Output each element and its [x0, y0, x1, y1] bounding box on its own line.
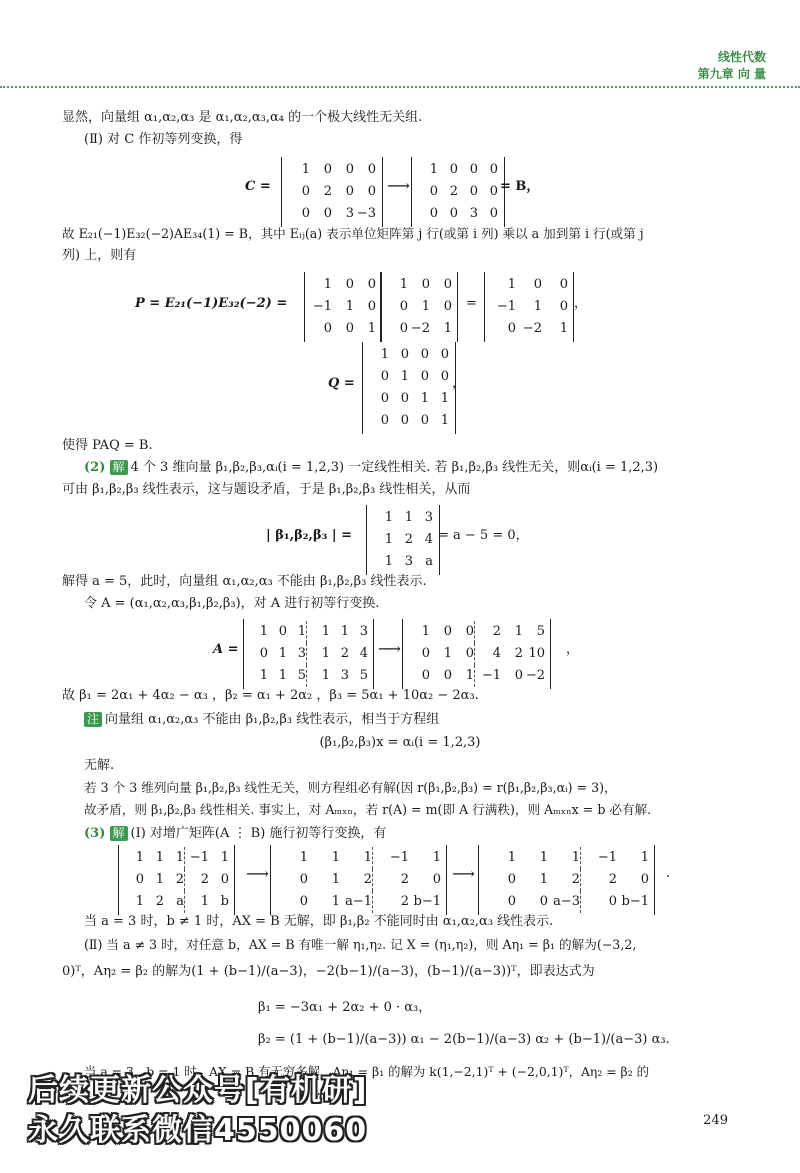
matrix-cell: b−1 [621, 894, 649, 909]
matrix-row [373, 551, 433, 573]
matrix-row [386, 274, 452, 296]
matrix-cell: 1 [539, 850, 548, 865]
matrix-row [484, 847, 649, 869]
text-line: β₂ = (1 + (b−1)/(a−3)) α₁ − 2(b−1)/(a−3) α₂ + (b−1)/(a−3) α₃. [258, 1032, 670, 1047]
arrow: ⟶ [452, 864, 475, 883]
matrix-cell: 0 [278, 624, 287, 639]
matrix-p2 [380, 272, 458, 342]
matrix-row [490, 318, 568, 340]
matrix-cell: 1 [399, 277, 408, 292]
eq-label-q: Q = [328, 376, 355, 391]
matrix-row [249, 643, 368, 665]
matrix-cell: 0 [440, 347, 449, 362]
matrix-cell: 0 [429, 184, 438, 199]
matrix-cell: 0 [400, 347, 409, 362]
matrix-cell: 1 [514, 624, 523, 639]
equation-line: (β₁,β₂,β₃)x = αᵢ(i = 1,2,3) [319, 735, 481, 750]
matrix-cell: 3 [469, 206, 478, 221]
matrix-cell: 0 [399, 299, 408, 314]
matrix-cell: 0 [443, 668, 452, 683]
matrix-q [362, 342, 456, 434]
text-line: 0)ᵀ，Aη₂ = β₂ 的解为(1 + (b−1)/(a−3)，−2(b−1)/(a−3)，(b−1)/(a−3))ᵀ，即表达式为 [62, 964, 595, 979]
matrix-cell: 0 [420, 369, 429, 384]
matrix-cell: 1 [340, 624, 349, 639]
matrix-cell: 2 [175, 872, 184, 887]
matrix-cell: 3 [424, 510, 433, 525]
matrix-cell: 2 [571, 872, 580, 887]
matrix-cell: 2 [184, 869, 209, 891]
text-line: 可由 β₁,β₂,β₃ 线性表示，这与题设矛盾，于是 β₁,β₂,β₃ 线性相关，从而 [62, 482, 471, 497]
matrix-cell: 1 [363, 850, 372, 865]
matrix-cell: 3 [404, 554, 413, 569]
matrix-cell: 4 [359, 646, 368, 661]
text-line: 列) 上，则有 [62, 248, 137, 263]
matrix-cell: 1 [323, 277, 332, 292]
matrix-cell: 0 [465, 646, 474, 661]
matrix-cell: a−3 [553, 894, 580, 909]
comma: ， [452, 376, 466, 391]
matrix-cell: 4 [424, 532, 433, 547]
matrix-cell: 0 [301, 184, 310, 199]
comma: ， [566, 642, 580, 657]
matrix-row [249, 665, 368, 687]
matrix-cell: 1 [306, 621, 330, 643]
matrix-row [249, 621, 368, 643]
matrix-c-transformed [411, 157, 505, 227]
matrix-row [276, 847, 441, 869]
matrix-cell: 1 [507, 850, 516, 865]
page-number: 249 [703, 1113, 728, 1128]
matrix-c [281, 157, 383, 227]
text-line [84, 826, 386, 842]
matrix-cell: 1 [384, 510, 393, 525]
matrix-cell: 0 [259, 646, 268, 661]
text-line: 4 个 3 维向量 β₁,β₂,β₃,αᵢ(i = 1,2,3) 一定线性相关. 若 β₁,β₂,β₃ 线性无关，则αᵢ(i = 1,2,3) [130, 460, 659, 475]
header-chapter: 第九章 向 量 [697, 67, 766, 81]
matrix-row [386, 296, 452, 318]
watermark-line-1: 后续更新公众号[有机研] [28, 1073, 368, 1108]
matrix-cell: 0 [539, 894, 548, 909]
eq-label-p: P = E₂₁(−1)E₃₂(−2) = [135, 296, 288, 311]
matrix-row [408, 643, 545, 665]
text-line: 解得 a = 5，此时，向量组 α₁,α₂,α₃ 不能由 β₁,β₂,β₃ 线性表示. [62, 574, 427, 589]
matrix-row [408, 621, 545, 643]
matrix-cell: 1 [135, 894, 144, 909]
matrix-row [408, 665, 545, 687]
matrix-row [276, 891, 441, 913]
matrix-cell: 1 [155, 872, 164, 887]
matrix-cell: 3 [345, 206, 354, 221]
matrix-cell: 5 [297, 668, 306, 683]
matrix-cell: 1 [259, 668, 268, 683]
matrix-cell: 1 [384, 532, 393, 547]
matrix-row [310, 318, 376, 340]
text-line: 令 A = (α₁,α₂,α₃,β₁,β₂,β₃)，对 A 进行初等行变换. [84, 596, 380, 611]
matrix-cell: 0 [380, 369, 389, 384]
matrix-row [373, 507, 433, 529]
matrix-cell: 2 [404, 532, 413, 547]
arrow: ⟶ [378, 639, 401, 658]
matrix-cell: 1 [404, 510, 413, 525]
matrix-cell: 10 [528, 646, 545, 661]
determinant [366, 505, 440, 575]
eq-label-b: = B， [500, 179, 540, 194]
text-line: 无解. [84, 758, 115, 773]
matrix-cell: 0 [399, 321, 408, 336]
matrix-row [386, 318, 452, 340]
matrix-cell: 0 [345, 184, 354, 199]
matrix-cell: 0 [559, 299, 568, 314]
matrix-cell: 0 [135, 872, 144, 887]
matrix-cell: 0 [299, 872, 308, 887]
matrix-row [288, 203, 376, 225]
matrix-cell: 3 [359, 624, 368, 639]
matrix-cell: 2 [155, 894, 164, 909]
matrix-row [418, 159, 498, 181]
matrix-cell: −1 [184, 847, 209, 869]
matrix-cell: 4 [474, 643, 501, 665]
matrix-cell: 5 [359, 668, 368, 683]
matrix-cell: 2 [580, 869, 617, 891]
text-line: (Ⅱ) 对 C 作初等列变换，得 [84, 132, 243, 147]
matrix-row [276, 869, 441, 891]
matrix-cell: −2 [522, 321, 542, 336]
text-line: 使得 PAQ = B. [62, 438, 153, 453]
matrix-cell: 0 [420, 413, 429, 428]
matrix-cell: 2 [372, 869, 409, 891]
text-line: 显然，向量组 α₁,α₂,α₃ 是 α₁,α₂,α₃,α₄ 的一个极大线性无关组. [62, 110, 423, 125]
matrix-cell: 0 [299, 894, 308, 909]
matrix-cell: 1 [640, 850, 649, 865]
matrix-cell: 0 [429, 206, 438, 221]
matrix-row [310, 274, 376, 296]
matrix-cell: 0 [449, 162, 458, 177]
matrix-row [124, 891, 229, 913]
matrix-row [288, 159, 376, 181]
equals-sign: = [466, 296, 477, 311]
eq-label-c: C = [245, 179, 271, 194]
matrix-row [418, 181, 498, 203]
matrix-cell: 2 [340, 646, 349, 661]
matrix-cell: 2 [449, 184, 458, 199]
matrix-cell: 1 [331, 872, 340, 887]
matrix-cell: 2 [372, 891, 409, 913]
matrix-cell: 0 [469, 162, 478, 177]
matrix-cell: 0 [443, 277, 452, 292]
matrix-row [490, 274, 568, 296]
text-line: 当 a = 3，b = 1 时，AX = B 有无穷多解，Aη₁ = β₁ 的解为 k(1,−2,1)ᵀ + (−2,0,1)ᵀ，Aη₂ = β₂ 的 [84, 1064, 650, 1079]
matrix-cell: 1 [299, 850, 308, 865]
matrix-cell: 3 [340, 668, 349, 683]
matrix-cell: 1 [278, 646, 287, 661]
matrix-row [310, 296, 376, 318]
det-result: = a − 5 = 0， [438, 528, 529, 543]
matrix-cell: 1 [175, 850, 184, 865]
matrix-cell: 2 [474, 621, 501, 643]
matrix-cell: 0 [421, 646, 430, 661]
matrix-row [418, 203, 498, 225]
matrix-cell: 0 [323, 321, 332, 336]
matrix-cell: 1 [306, 643, 330, 665]
matrix-cell: −1 [312, 299, 332, 314]
det-label: | β₁,β₂,β₃ | = [266, 528, 352, 543]
watermark-line-2: 永久联系微信4550060 [28, 1113, 368, 1148]
matrix-cell: 0 [367, 277, 376, 292]
matrix-row [484, 869, 649, 891]
matrix-cell: 0 [380, 391, 389, 406]
matrix-cell: 0 [489, 184, 498, 199]
matrix-cell: 1 [259, 624, 268, 639]
matrix-row [124, 847, 229, 869]
matrix-cell: −1 [496, 299, 516, 314]
matrix-cell: 0 [469, 184, 478, 199]
matrix-cell: 2 [363, 872, 372, 887]
matrix-cell: 1 [465, 668, 474, 683]
matrix-cell: 0 [640, 872, 649, 887]
matrix-cell: 0 [420, 347, 429, 362]
matrix-cell: 1 [533, 299, 542, 314]
matrix-p1 [304, 272, 382, 342]
matrix-cell: 1 [440, 413, 449, 428]
matrix-cell: 1 [301, 162, 310, 177]
matrix-cell: b−1 [413, 894, 441, 909]
matrix-cell: 1 [507, 277, 516, 292]
matrix-row [369, 410, 449, 432]
matrix-cell: 1 [432, 850, 441, 865]
matrix-cell: 1 [135, 850, 144, 865]
augmented-matrix-1 [118, 845, 235, 915]
matrix-cell: 0 [345, 277, 354, 292]
text-line [84, 712, 439, 728]
matrix-cell: 0 [323, 162, 332, 177]
matrix-cell: 0 [507, 872, 516, 887]
matrix-cell: 1 [306, 665, 330, 687]
matrix-cell: −3 [356, 206, 376, 221]
matrix-cell: 0 [345, 321, 354, 336]
matrix-cell: 0 [514, 668, 523, 683]
text-line: (Ⅰ) 对增广矩阵(A ⋮ B) 施行初等行变换，有 [130, 826, 387, 841]
matrix-cell: 0 [220, 872, 229, 887]
solution-tag: 解 [110, 826, 128, 841]
matrix-row [484, 891, 649, 913]
matrix-cell: −1 [580, 847, 617, 869]
matrix-cell: 0 [323, 206, 332, 221]
matrix-cell: 1 [443, 321, 452, 336]
matrix-cell: 1 [571, 850, 580, 865]
matrix-cell: 0 [559, 277, 568, 292]
matrix-cell: 0 [443, 299, 452, 314]
period: . [666, 866, 671, 881]
matrix-cell: 0 [465, 624, 474, 639]
text-line: β₁ = −3α₁ + 2α₂ + 0 · α₃， [258, 1000, 432, 1015]
matrix-cell: 1 [155, 850, 164, 865]
matrix-cell: 1 [220, 850, 229, 865]
matrix-a-transformed [402, 619, 551, 689]
matrix-row [369, 388, 449, 410]
matrix-cell: −2 [525, 668, 545, 683]
matrix-row [490, 296, 568, 318]
matrix-row [288, 181, 376, 203]
comma: ， [574, 296, 588, 311]
matrix-cell: 0 [440, 369, 449, 384]
matrix-cell: a−1 [345, 894, 372, 909]
matrix-cell: 1 [345, 299, 354, 314]
matrix-row [373, 529, 433, 551]
matrix-cell: 0 [489, 162, 498, 177]
solution-tag: 解 [110, 460, 128, 475]
matrix-cell: 1 [400, 369, 409, 384]
eq-label-a: A = [213, 642, 239, 657]
matrix-cell: 1 [278, 668, 287, 683]
augmented-matrix-3 [478, 845, 655, 915]
matrix-a [243, 619, 374, 689]
matrix-cell: 0 [380, 413, 389, 428]
matrix-row [369, 344, 449, 366]
matrix-cell: 0 [507, 894, 516, 909]
matrix-cell: 0 [367, 184, 376, 199]
matrix-cell: 0 [400, 391, 409, 406]
text-line: 故矛盾，则 β₁,β₂,β₃ 线性相关. 事实上，对 Aₘₓₙ，若 r(A) = m(即 A 行满秩)，则 Aₘₓₙx = b 必有解. [84, 802, 652, 817]
matrix-cell: 2 [323, 184, 332, 199]
matrix-cell: 1 [380, 347, 389, 362]
text-line: 故 E₂₁(−1)E₃₂(−2)AE₃₄(1) = B，其中 Eᵢⱼ(a) 表示单位矩阵第 j 行(或第 i 列) 乘以 a 加到第 i 行(或第 j [62, 226, 644, 241]
matrix-cell: 0 [367, 299, 376, 314]
matrix-cell: 1 [384, 554, 393, 569]
matrix-cell: 1 [559, 321, 568, 336]
matrix-cell: 1 [297, 624, 306, 639]
matrix-cell: 0 [345, 162, 354, 177]
matrix-cell: 5 [536, 624, 545, 639]
matrix-cell: 0 [580, 891, 617, 913]
item-number: (3) [84, 826, 106, 841]
text-line: (Ⅱ) 当 a ≠ 3 时，对任意 b，AX = B 有唯一解 η₁,η₂. 记 X = (η₁,η₂)，则 Aη₁ = β₁ 的解为(−3,2, [84, 937, 637, 952]
augmented-matrix-2 [270, 845, 447, 915]
text-line: 当 a = 3 时，b ≠ 1 时，AX = B 无解，即 β₁,β₂ 不能同时由 α₁,α₂,α₃ 线性表示. [84, 914, 554, 929]
matrix-cell: 1 [429, 162, 438, 177]
text-line: 若 3 个 3 维列向量 β₁,β₂,β₃ 线性无关，则方程组必有解(因 r(β₁,β₂,β₃) = r(β₁,β₂,β₃,αᵢ) = 3)， [84, 780, 617, 795]
matrix-cell: 1 [421, 624, 430, 639]
matrix-cell: 1 [331, 894, 340, 909]
matrix-cell: −2 [410, 321, 430, 336]
matrix-cell: a [425, 554, 433, 569]
matrix-cell: 1 [539, 872, 548, 887]
matrix-cell: 1 [184, 891, 209, 913]
matrix-cell: 1 [367, 321, 376, 336]
matrix-cell: b [220, 894, 229, 909]
matrix-cell: 0 [432, 872, 441, 887]
matrix-cell: 0 [367, 162, 376, 177]
matrix-cell: −1 [372, 847, 409, 869]
matrix-cell: 0 [301, 206, 310, 221]
matrix-cell: 0 [443, 624, 452, 639]
matrix-cell: 0 [400, 413, 409, 428]
matrix-p3 [484, 272, 574, 342]
text-line: 向量组 α₁,α₂,α₃ 不能由 β₁,β₂,β₃ 线性表示，相当于方程组 [105, 712, 440, 727]
matrix-row [124, 869, 229, 891]
matrix-cell: 1 [443, 646, 452, 661]
matrix-cell: 0 [507, 321, 516, 336]
matrix-cell: a [176, 894, 184, 909]
arrow: ⟶ [387, 176, 410, 195]
matrix-cell: 3 [297, 646, 306, 661]
matrix-cell: 0 [489, 206, 498, 221]
matrix-cell: 1 [440, 391, 449, 406]
text-line: 故 β₁ = 2α₁ + 4α₂ − α₃ ，β₂ = α₁ + 2α₂ ，β₃ = 5α₁ + 10α₂ − 2α₃. [62, 688, 479, 703]
header-subject: 线性代数 [717, 50, 766, 64]
matrix-cell: 1 [421, 299, 430, 314]
matrix-cell: 0 [449, 206, 458, 221]
note-tag: 注 [84, 712, 102, 727]
matrix-cell: 0 [421, 277, 430, 292]
matrix-cell: 0 [533, 277, 542, 292]
matrix-row [369, 366, 449, 388]
matrix-cell: −1 [474, 665, 501, 687]
matrix-cell: 2 [514, 646, 523, 661]
header-divider [0, 86, 800, 88]
arrow: ⟶ [246, 864, 269, 883]
matrix-cell: 1 [420, 391, 429, 406]
item-number: (2) [84, 460, 106, 475]
text-line [84, 460, 658, 476]
matrix-cell: 1 [331, 850, 340, 865]
matrix-cell: 0 [421, 668, 430, 683]
